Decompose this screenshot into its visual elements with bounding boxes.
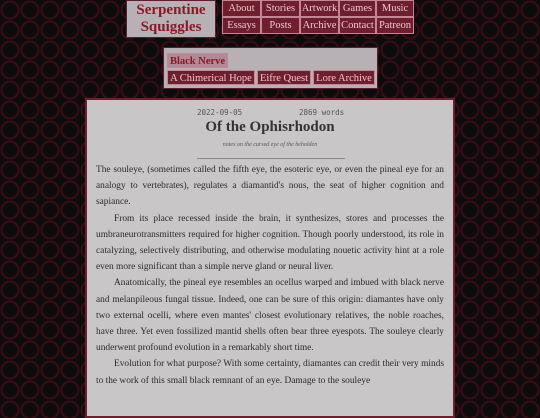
article-subtitle: notes on the cursed eye of the beholden xyxy=(222,142,318,148)
article-paragraph: Evolution for what purpose? With some certainty, diamantes can credit their very minds to the work of this small black remnant of an eye. Damage to the souleye xyxy=(96,359,444,386)
article-paragraph: The souleye, (sometimes called the fifth eye, the esoteric eye, or even the pineal eye for an analogy to vertebrates), regulates a diamantid's nous, the seat of higher cognition and sapiance. xyxy=(96,165,444,208)
nav-essays[interactable]: Essays xyxy=(222,17,261,34)
article xyxy=(85,98,455,418)
subnav-chimerical-hope[interactable]: A Chimerical Hope xyxy=(167,70,255,85)
subnav-lore-archive[interactable]: Lore Archive xyxy=(313,70,375,85)
title-divider xyxy=(197,158,345,159)
article-title: Of the Ophisrhodon xyxy=(205,119,335,135)
article-body xyxy=(96,162,444,389)
nav-music[interactable]: Music xyxy=(376,0,414,17)
article-paragraph: From its place recessed inside the brain, it synthesizes, stores and processes the umbraneurotransmitters required for higher cognition. Though poorly understood, its role in catalyzing, selectively distributing, and otherwise modulating nouetic activity hint at a role even more significant than a simple nerve gland or neural liver. xyxy=(96,213,444,273)
article-paragraph: Anatomically, the pineal eye resembles an ocellus warped and imbued with black nerve and melanpileous fungal tissue. Indeed, one can be sure of this origin: diamantes have only two external ocelli, where even mantes' closest evolutionary relatives, the noble roaches, have three. Yet even fossilized mantid shells often bear three eyespots. The souleye clearly underwent profound evolution in a remarkably short time. xyxy=(96,278,444,354)
article-word-count: 2869 words xyxy=(299,108,345,117)
nav-contact[interactable]: Contact xyxy=(339,17,376,34)
site-logo[interactable] xyxy=(126,0,216,38)
nav-patreon[interactable]: Patreon xyxy=(376,17,414,34)
nav-posts[interactable]: Posts xyxy=(261,17,300,34)
article-date: 2022-09-05 xyxy=(197,108,243,117)
site-title-line1: Serpentine xyxy=(136,2,206,18)
main-nav xyxy=(222,0,414,34)
nav-artwork[interactable]: Artwork xyxy=(300,0,339,17)
nav-archive[interactable]: Archive xyxy=(300,17,339,34)
sub-nav xyxy=(163,47,378,89)
nav-about[interactable]: About xyxy=(222,0,261,17)
site-title-line2: Squiggles xyxy=(140,19,202,35)
subnav-black-nerve[interactable]: Black Nerve xyxy=(167,53,228,68)
subnav-eifre-quest[interactable]: Eifre Quest xyxy=(257,70,311,85)
nav-games[interactable]: Games xyxy=(339,0,376,17)
nav-stories[interactable]: Stories xyxy=(261,0,300,17)
